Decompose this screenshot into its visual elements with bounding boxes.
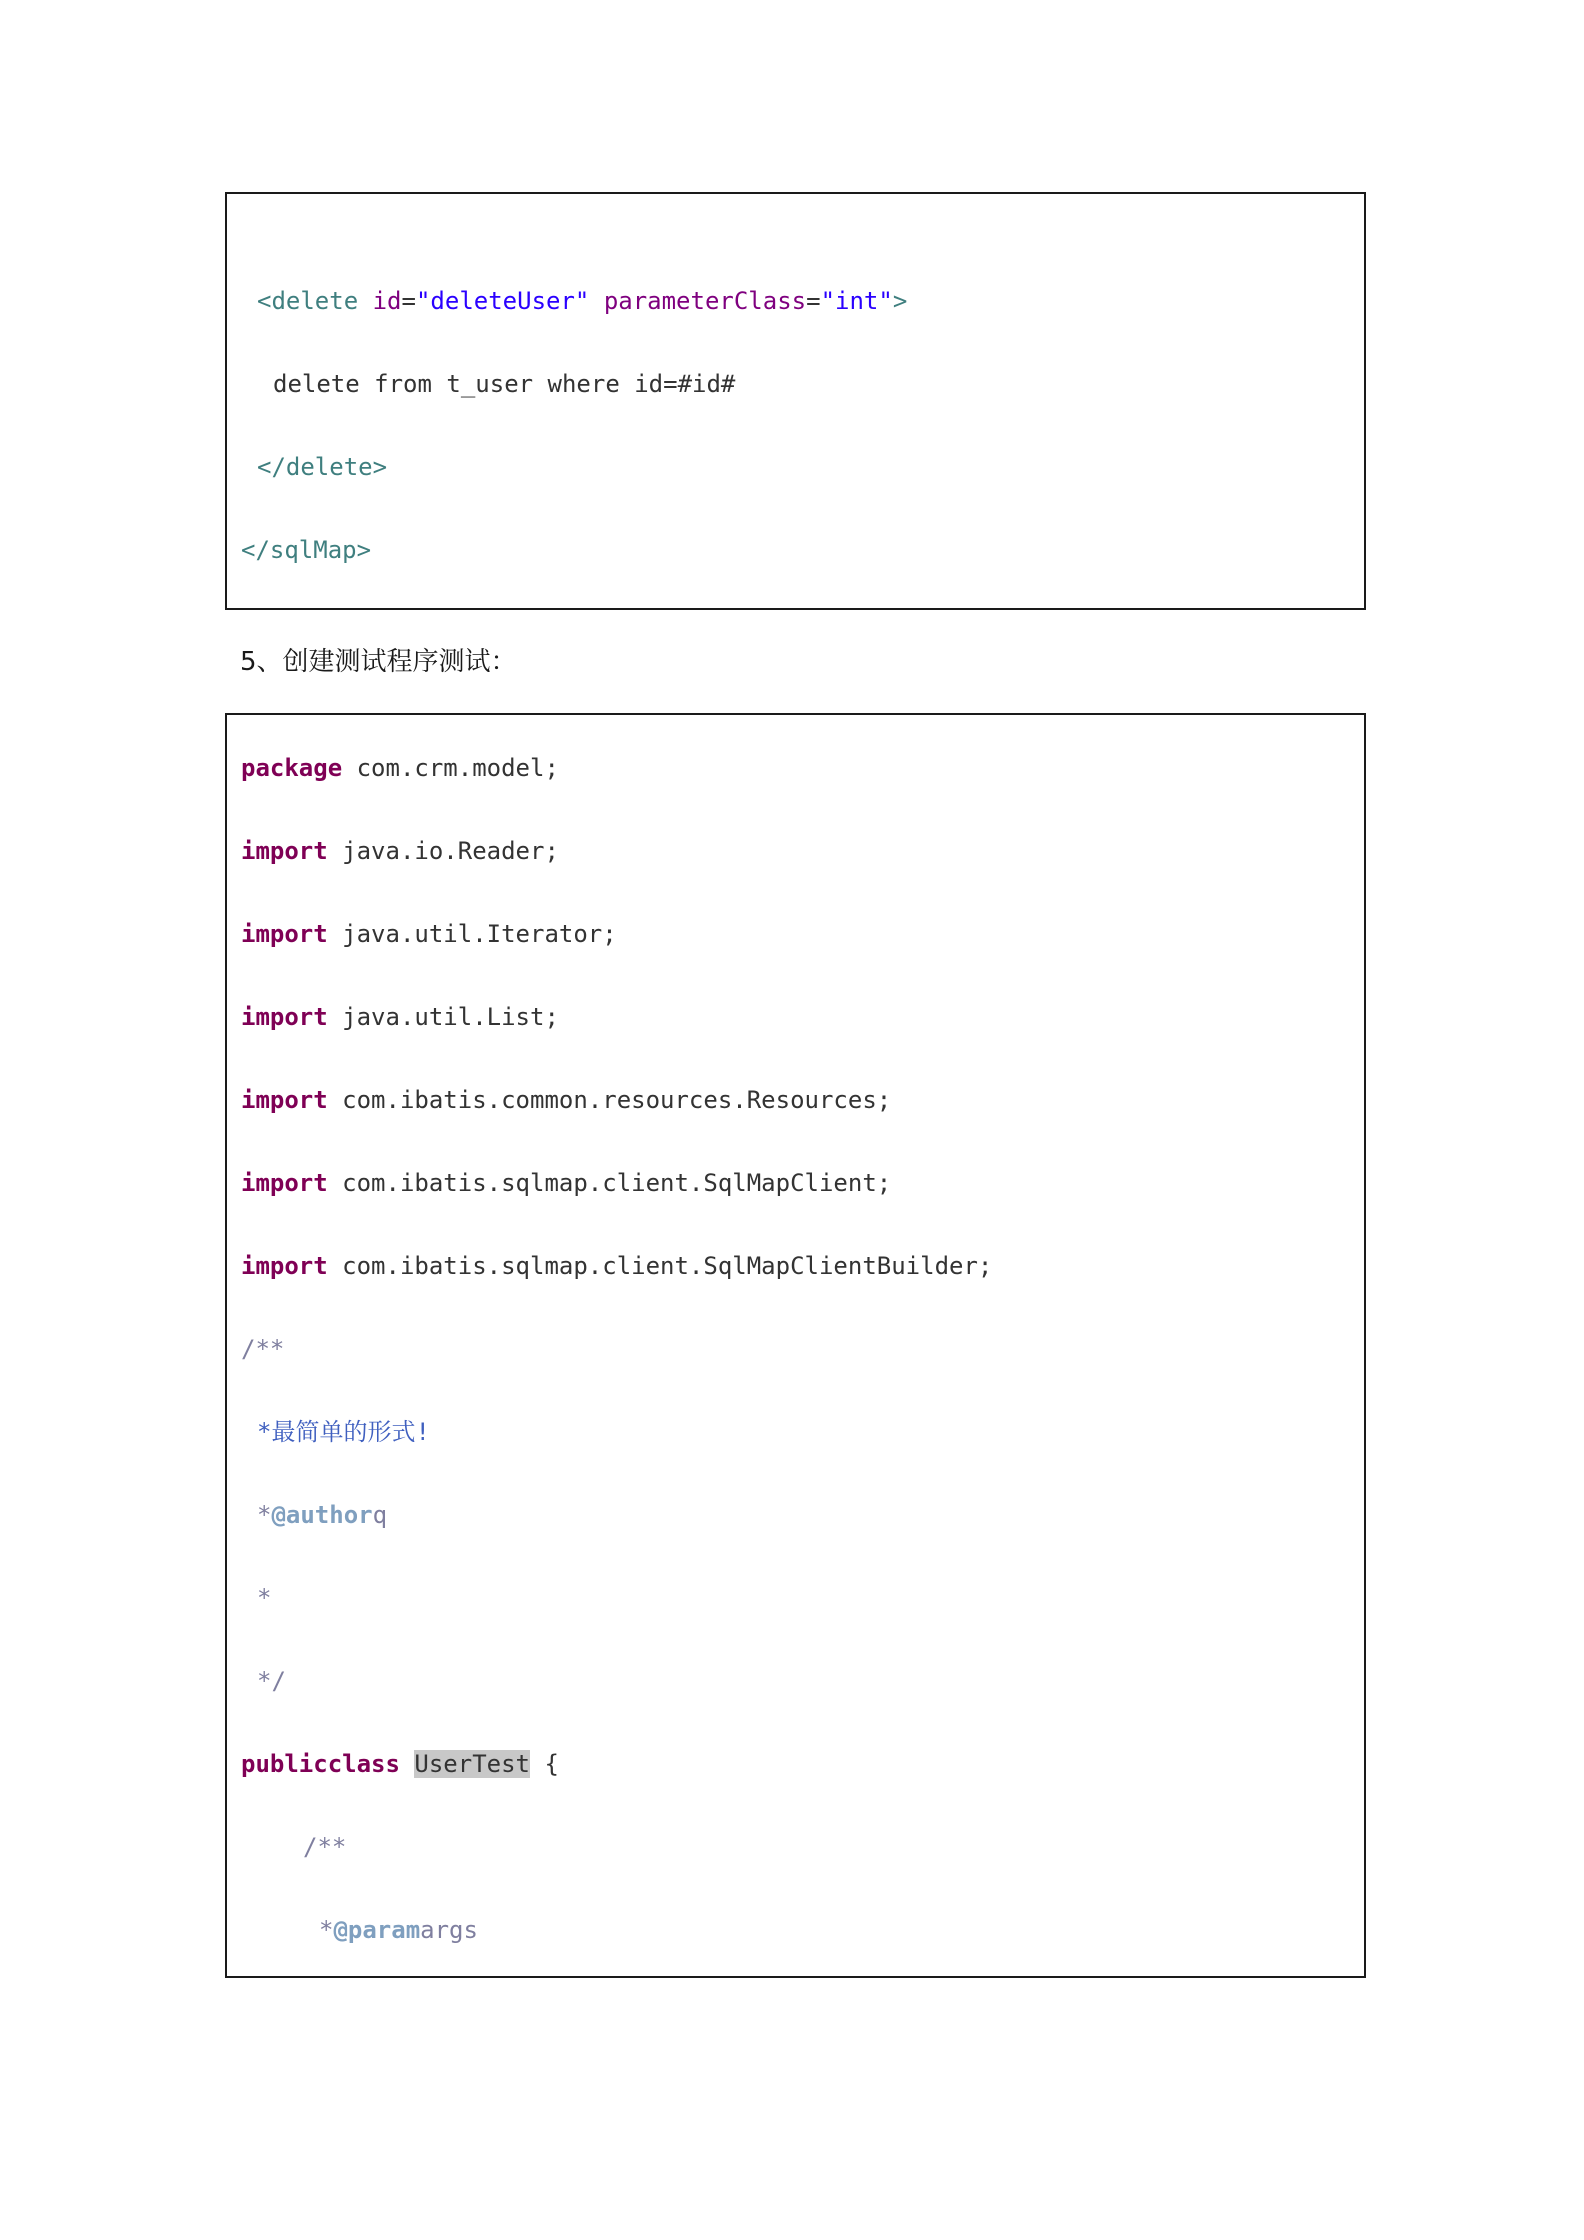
sqlmap-close-tag-line: </sqlMap> bbox=[241, 536, 372, 564]
javadoc-close: */ bbox=[257, 1667, 286, 1695]
code-block-xml bbox=[225, 192, 1366, 610]
equals: = bbox=[401, 287, 416, 315]
javadoc-param-value: args bbox=[420, 1916, 478, 1944]
import-line bbox=[241, 1251, 992, 1281]
keyword-import: import bbox=[241, 1169, 328, 1197]
import-path: com.ibatis.sqlmap.client.SqlMapClient; bbox=[327, 1169, 892, 1197]
javadoc-star: * bbox=[319, 1916, 334, 1944]
import-path: com.ibatis.common.resources.Resources; bbox=[327, 1086, 892, 1114]
javadoc-star: * bbox=[257, 1501, 272, 1529]
attr-parameter-class-value: "int" bbox=[820, 287, 893, 315]
import-path: com.ibatis.sqlmap.client.SqlMapClientBuilder; bbox=[327, 1252, 993, 1280]
inner-javadoc-open: /** bbox=[303, 1833, 347, 1861]
import-path: java.io.Reader; bbox=[327, 837, 559, 865]
attr-id-value: "deleteUser" bbox=[415, 287, 590, 315]
import-line bbox=[241, 1002, 559, 1032]
tag-open: <delete bbox=[257, 287, 359, 315]
keyword-import: import bbox=[241, 1252, 328, 1280]
keyword-package: package bbox=[241, 754, 343, 782]
package-name: com.crm.model; bbox=[342, 754, 559, 782]
javadoc-author-line bbox=[257, 1500, 387, 1530]
open-brace: { bbox=[530, 1750, 559, 1778]
javadoc-param-line bbox=[319, 1915, 478, 1945]
delete-close-tag-line: </delete> bbox=[257, 453, 388, 481]
javadoc-param-tag: @param bbox=[333, 1916, 421, 1944]
javadoc-description: *最简单的形式! bbox=[257, 1418, 430, 1446]
keyword-import: import bbox=[241, 1086, 328, 1114]
tag-close: > bbox=[892, 287, 908, 315]
import-line bbox=[241, 836, 559, 866]
javadoc-author-tag: @author bbox=[271, 1501, 373, 1529]
keyword-import: import bbox=[241, 1003, 328, 1031]
javadoc-open: /** bbox=[241, 1335, 285, 1363]
attr-parameter-class: parameterClass bbox=[603, 287, 807, 315]
import-path: java.util.Iterator; bbox=[327, 920, 617, 948]
class-name: UserTest bbox=[414, 1750, 530, 1778]
section-heading: 5、创建测试程序测试： bbox=[240, 647, 517, 677]
javadoc-author-value: q bbox=[372, 1501, 388, 1529]
code-block-java bbox=[225, 713, 1366, 1978]
keyword-public-class: publicclass bbox=[241, 1750, 400, 1778]
equals: = bbox=[806, 287, 821, 315]
import-line bbox=[241, 919, 617, 949]
delete-open-tag-line bbox=[257, 286, 907, 316]
attr-id: id bbox=[372, 287, 402, 315]
package-line bbox=[241, 753, 559, 783]
class-declaration-line bbox=[241, 1749, 559, 1779]
import-path: java.util.List; bbox=[327, 1003, 559, 1031]
sql-statement-line: delete from t_user where id=#id# bbox=[273, 370, 736, 398]
keyword-import: import bbox=[241, 920, 328, 948]
javadoc-star-line: * bbox=[257, 1584, 272, 1612]
keyword-import: import bbox=[241, 837, 328, 865]
import-line bbox=[241, 1168, 891, 1198]
import-line bbox=[241, 1085, 891, 1115]
